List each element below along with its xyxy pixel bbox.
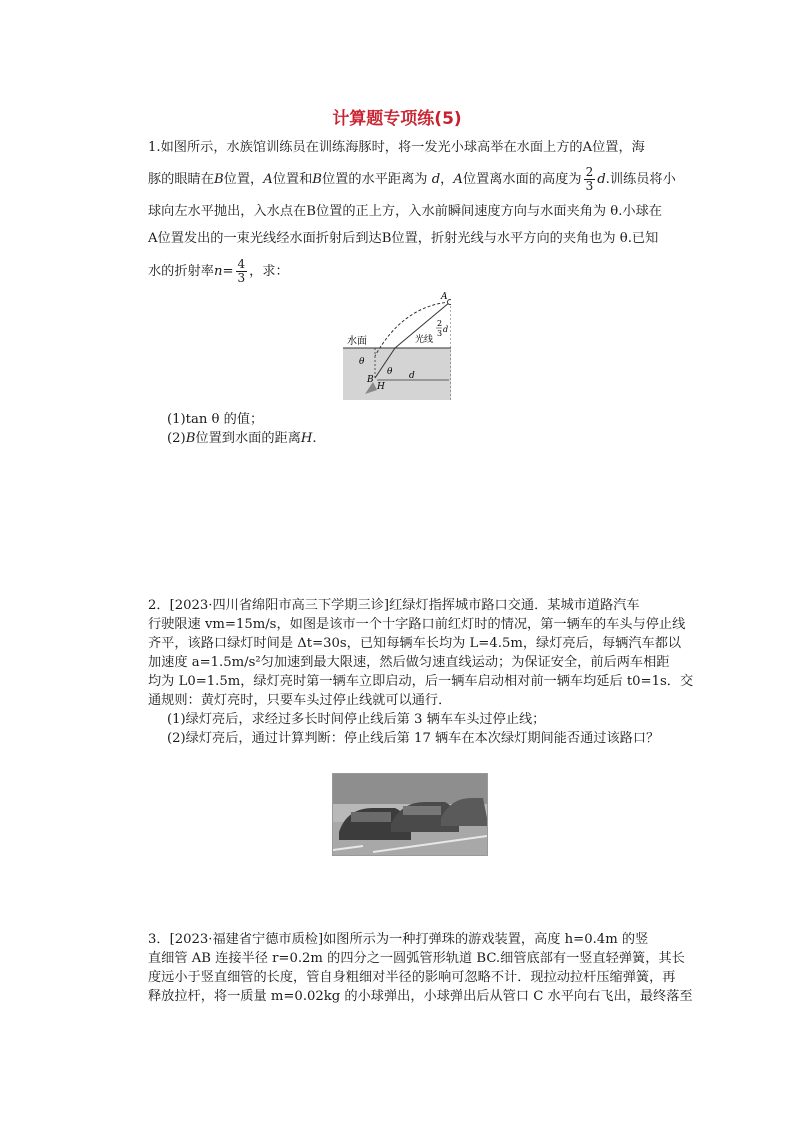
q1-line-4: A位置发出的一束光线经水面折射后到达B位置，折射光线与水平方向的夹角也为 θ.已知 (148, 231, 659, 246)
q1-line-5: 水的折射率n= $\frac{4}{3}$ ，求： (148, 257, 289, 285)
intersection-photo (332, 773, 488, 856)
q1-line-3: 球向左水平抛出，入水点在B位置的正上方，入水前瞬间速度方向与水面夹角为 θ.小球在 (148, 204, 662, 219)
label-light: 光线 (415, 335, 434, 345)
q2-line-2: 行驶限速 vm=15m/s，如图是该市一个十字路口前红灯时的情况，第一辆车的车头与停止线 (148, 617, 686, 632)
q1-line-2: 豚的眼睛在B位置，A位置和B位置的水平距离为 d，A位置离水面的高度为 $\frac{2}{3}$ d.训练员将小 (148, 165, 676, 193)
q2-line-5: 均为 L0=1.5m，绿灯亮时第一辆车立即启动，后一辆车启动相对前一辆车均延后 t0=1s．交 (148, 674, 694, 689)
q2-line-3: 齐平，该路口绿灯时间是 Δt=30s，已知每辆车长均为 L=4.5m，绿灯亮后，每辆汽车都以 (148, 636, 682, 651)
label-water: 水面 (347, 336, 367, 347)
q1-sub-2: (2)B位置到水面的距离H. (167, 431, 317, 446)
fraction-four-thirds: $\frac{4}{3}$ (237, 257, 246, 285)
q2-line-4: 加速度 a=1.5m/s²匀加速到最大限速，然后做匀速直线运动；为保证安全，前后两车相距 (148, 655, 670, 670)
label-frac-num: 2 (437, 319, 443, 328)
q3-line-2: 直细管 AB 连接半径 r=0.2m 的四分之一圆弧管形轨道 BC.细管底部有一竖直轻弹簧，其长 (148, 951, 685, 966)
label-theta-1: θ (359, 357, 365, 367)
label-A: A (441, 292, 448, 302)
dolphin-figure (343, 290, 451, 400)
label-theta-2: θ (387, 367, 393, 377)
label-frac-d: d (443, 325, 449, 334)
q3-line-3: 度远小于竖直细管的长度，管自身粗细对半径的影响可忽略不计．现拉动拉杆压缩弹簧，再 (148, 970, 676, 985)
label-frac-den: 3 (437, 329, 443, 338)
label-H: H (377, 382, 385, 392)
q2-sub-1: (1)绿灯亮后，求经过多长时间停止线后第 3 辆车车头过停止线； (167, 712, 546, 727)
q3-line-4: 释放拉杆，将一质量 m=0.02kg 的小球弹出，小球弹出后从管口 C 水平向右飞出，最终落至 (148, 989, 693, 1004)
label-d: d (409, 371, 415, 381)
q3-line-1: 3．[2023·福建省宁德市质检]如图所示为一种打弹珠的游戏装置，高度 h=0.4m 的竖 (148, 932, 649, 947)
q2-line-6: 通规则：黄灯亮时，只要车头过停止线就可以通行． (148, 693, 452, 708)
water-region (343, 348, 451, 400)
fraction-two-thirds: $\frac{2}{3}$ (585, 165, 594, 193)
q2-line-1: 2．[2023·四川省绵阳市高三下学期三诊]红绿灯指挥城市路口交通．某城市道路汽车 (148, 598, 640, 613)
q1-line-1: 1.如图所示，水族馆训练员在训练海豚时，将一发光小球高举在水面上方的A位置，海 (148, 140, 645, 155)
q1-sub-1: (1)tan θ 的值； (167, 412, 264, 427)
page-title: 计算题专项练(5) (332, 109, 462, 129)
q2-sub-2: (2)绿灯亮后，通过计算判断：停止线后第 17 辆车在本次绿灯期间能否通过该路口？ (167, 731, 660, 746)
ball-marker (448, 300, 452, 305)
label-B: B (367, 375, 374, 385)
